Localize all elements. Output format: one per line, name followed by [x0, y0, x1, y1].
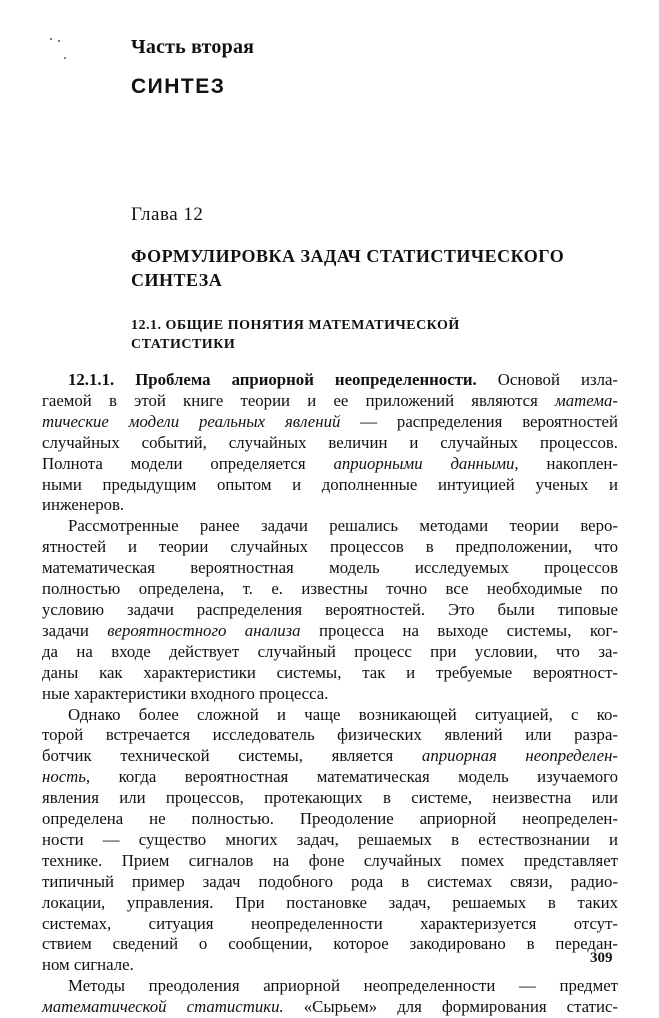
text-line: условию задачи распределения вероятностей. Это были типовые — [42, 599, 618, 619]
text-line: Методы преодоления априорной неопределенности — предмет — [68, 976, 618, 996]
text-line: Однако более сложной и чаще возникающей ситуацией, с ко- — [68, 704, 618, 724]
scan-speck — [58, 40, 60, 42]
text-line: торой встречается исследователь физических явлений или разра- — [42, 725, 618, 745]
emphasis: тические модели реальных явлений — [42, 411, 341, 431]
paragraph-2 — [42, 516, 618, 704]
section-title — [131, 316, 531, 354]
text-run: «Сырьем» для формирования статис- — [283, 997, 618, 1017]
text-run: накоплен- — [518, 453, 618, 473]
text-line: технике. Прием сигналов на фоне случайных помех представляет — [42, 850, 618, 870]
text-run: процесса на выходе системы, ког- — [300, 620, 618, 640]
chapter-title-line: ФОРМУЛИРОВКА ЗАДАЧ СТАТИСТИЧЕСКОГО — [131, 246, 565, 266]
text-run: задачи — [42, 620, 108, 640]
text-run: Полнота модели определяется — [42, 453, 334, 473]
text-line: ности — существо многих задач, решаемых в естествознании и — [42, 829, 618, 849]
text-line: инженеров. — [42, 495, 125, 515]
text-line — [42, 412, 618, 433]
text-line: определена не полностью. Преодоление априорной неопределен- — [42, 809, 618, 829]
section-title-line: СТАТИСТИКИ — [131, 337, 236, 352]
text-run: — распределения вероятностей — [340, 411, 618, 431]
emphasis: ность, — [42, 767, 91, 787]
text-line: ном сигнале. — [42, 955, 134, 975]
text-line: явления или процессов, протекающих в системе, неизвестна или — [42, 788, 618, 808]
text-line: математическая вероятностная модель исследуемых процессов — [42, 558, 618, 578]
text-line: ные характеристики входного процесса. — [42, 683, 329, 703]
chapter-title — [131, 244, 601, 292]
text-run: когда вероятностная математическая модель изучаемого — [90, 767, 618, 787]
chapter-title-line: СИНТЕЗА — [131, 270, 223, 290]
text-line: даны как характеристики системы, так и требуемые вероятност- — [42, 662, 618, 682]
scan-speck — [50, 38, 52, 40]
body-text — [42, 370, 618, 1018]
emphasis: априорными данными, — [333, 453, 519, 473]
text-line: да на входе действует случайный процесс при условии, что за- — [42, 641, 618, 661]
subsection-heading: 12.1.1. Проблема априорной неопределенности. — [68, 370, 477, 389]
part-label: Часть вторая — [131, 36, 255, 58]
text-run: гаемой в этой книге теории и ее приложений являются — [42, 390, 556, 410]
text-line: локации, управления. При постановке задач, решаемых в таких — [42, 892, 618, 912]
paragraph-4 — [42, 976, 618, 1018]
text-line: ятностей и теории случайных процессов в предположении, что — [42, 537, 618, 557]
part-title: СИНТЕЗ — [131, 75, 226, 98]
text-line — [42, 370, 618, 391]
chapter-label: Глава 12 — [131, 204, 204, 225]
paragraph-3 — [42, 705, 618, 977]
emphasis: матема- — [555, 390, 618, 410]
emphasis: вероятностного анализа — [107, 620, 301, 640]
paragraph-1 — [42, 370, 618, 516]
section-title-line: 12.1. ОБЩИЕ ПОНЯТИЯ МАТЕМАТИЧЕСКОЙ — [131, 318, 460, 333]
emphasis: априорная неопределен- — [421, 746, 618, 766]
text-line — [42, 997, 618, 1018]
text-line: типичный пример задач подобного рода в системах связи, радио- — [42, 871, 618, 891]
text-line — [42, 391, 618, 412]
text-run: Основой изла- — [476, 370, 618, 389]
text-line: ствием сведений о сообщении, которое закодировано в передан- — [42, 934, 618, 954]
page-number: 309 — [590, 950, 613, 966]
text-line: ными предыдущим опытом и дополненные интуицией ученых и — [42, 474, 618, 494]
text-line — [42, 746, 618, 767]
emphasis: математической статистики. — [42, 997, 284, 1017]
text-line — [42, 454, 618, 475]
scan-speck — [64, 57, 66, 59]
text-line — [42, 621, 618, 642]
text-line: Рассмотренные ранее задачи решались методами теории веро- — [68, 516, 618, 536]
text-run: ботчик технической системы, является — [42, 746, 422, 766]
text-line: случайных событий, случайных величин и случайных процессов. — [42, 432, 618, 452]
text-line — [42, 767, 618, 788]
text-line: полностью определена, т. е. известны точно все необходимые по — [42, 579, 618, 599]
text-line: системах, ситуация неопределенности характеризуется отсут- — [42, 913, 618, 933]
